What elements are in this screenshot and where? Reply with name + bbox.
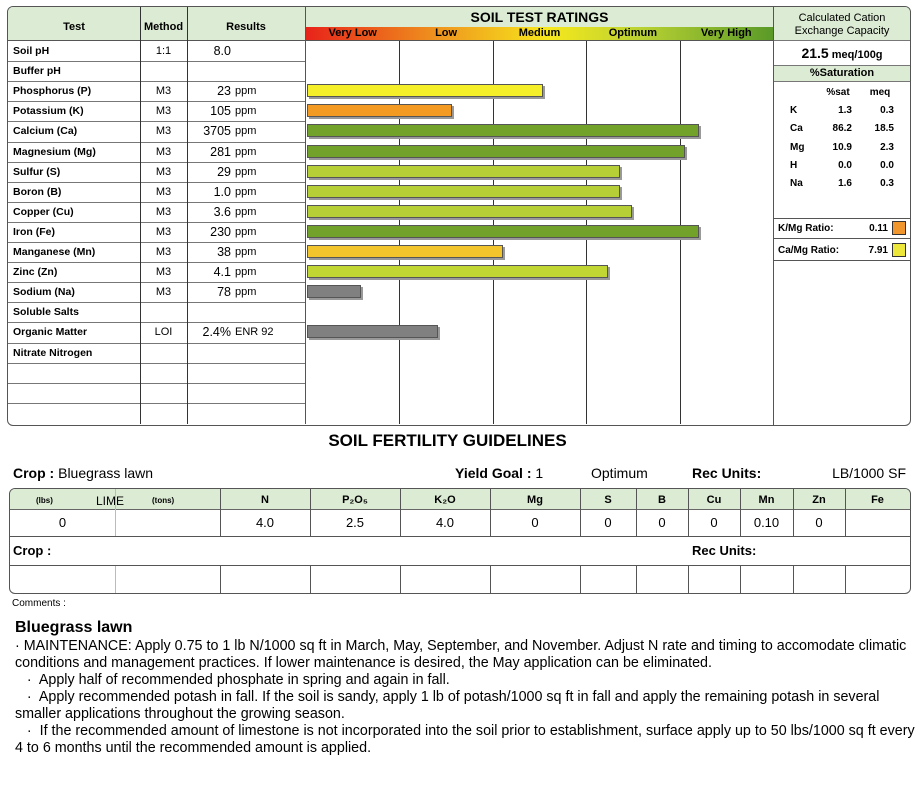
rec-column-rule	[688, 566, 689, 593]
rec-column-rule	[400, 566, 401, 593]
rating-level-medium: Medium	[518, 27, 561, 39]
cation-name: Mg	[790, 141, 805, 153]
row-unit: ppm	[235, 225, 257, 238]
cation-meq: 0.3	[880, 178, 894, 190]
cation-sat: 0.0	[838, 159, 852, 171]
row-unit: ppm	[235, 165, 257, 178]
cec-title-line1: Calculated Cation	[798, 12, 886, 24]
rec-column-value: 0	[710, 515, 718, 530]
rating-bar	[307, 285, 361, 298]
row-value: 29	[217, 164, 231, 179]
rating-level-very-high: Very High	[700, 27, 752, 39]
row-unit: ppm	[235, 185, 257, 198]
row-rule	[8, 61, 305, 62]
cec-unit: meq/100g	[831, 49, 883, 61]
rec-column-header: Fe	[871, 494, 884, 506]
rec-column-rule	[845, 566, 846, 593]
cec-title-line2: Exchange Capacity	[794, 25, 890, 37]
row-value: 230	[210, 224, 231, 239]
rating-level-very-low: Very Low	[328, 27, 377, 39]
rec-column-header: K₂O	[434, 494, 456, 506]
row-test-name: Organic Matter	[13, 326, 88, 339]
row-value: 38	[217, 245, 231, 259]
rating-level-low: Low	[435, 27, 458, 39]
row-unit: ppm	[235, 105, 257, 118]
rec-column-header: N	[261, 494, 269, 506]
row-rule	[8, 322, 305, 323]
row-test-name: Sulfur (S)	[13, 165, 61, 178]
header-results: Results	[226, 21, 266, 33]
rec-units2-label: Rec Units:	[692, 543, 757, 558]
lime-label: LIME	[96, 494, 125, 508]
row-test-name: Calcium (Ca)	[13, 125, 78, 138]
row-method: M3	[155, 205, 172, 218]
row-value: 2.4%	[202, 325, 231, 340]
row-rule	[8, 101, 305, 102]
lime-lbs-label: (lbs)	[36, 496, 53, 505]
row-test-name: Magnesium (Mg)	[13, 145, 96, 158]
saturation-title: %Saturation	[809, 67, 875, 79]
row-value: 8.0	[213, 44, 231, 58]
row-rule	[8, 182, 305, 183]
rec-column-header: P₂O₅	[342, 494, 368, 506]
row-rule	[8, 302, 305, 303]
km-ratio-value: 0.11	[869, 223, 888, 234]
header-test: Test	[63, 21, 85, 33]
header-rule	[8, 40, 773, 41]
row-method: M3	[155, 185, 172, 198]
row-rule	[8, 222, 305, 223]
cation-meq: 2.3	[880, 141, 894, 153]
rating-bar	[307, 225, 699, 238]
rec-column-rule	[740, 566, 741, 593]
rec-column-value: 0	[531, 515, 539, 530]
col-meq: meq	[869, 87, 891, 98]
row-rule	[8, 142, 305, 143]
cation-name: H	[790, 159, 798, 171]
camg-ratio-label: Ca/Mg Ratio:	[778, 245, 840, 256]
row-rule	[8, 81, 305, 82]
rec-column-value: 4.0	[435, 515, 455, 530]
rec-column-header: Mg	[527, 494, 543, 506]
camg-ratio-swatch	[892, 243, 906, 257]
row-method: M3	[155, 286, 172, 299]
comment-paragraph: · Apply recommended potash in fall. If the soil is sandy, apply 1 lb of potash/1000 sq ft in fall and apply the remaining potash in several smaller applications throughout the growing season.	[15, 689, 884, 722]
comments-body	[15, 619, 919, 757]
row-method: M3	[155, 85, 172, 98]
km-ratio-label: K/Mg Ratio:	[778, 223, 834, 234]
cec-value: 21.5	[801, 45, 829, 61]
col-sat: %sat	[826, 87, 850, 98]
rec-column-value: 4.0	[255, 515, 275, 530]
rating-bar	[307, 205, 632, 218]
rec-column-rule	[793, 566, 794, 593]
rec-column-rule	[115, 566, 116, 593]
row-method: M3	[155, 246, 172, 258]
rating-bar	[307, 124, 699, 137]
column-rule	[187, 7, 188, 424]
row-method: M3	[155, 165, 172, 178]
ratings-title: SOIL TEST RATINGS	[470, 9, 609, 25]
camg-ratio-value: 7.91	[868, 245, 888, 256]
yield-label: Yield Goal :	[455, 465, 532, 481]
cation-sat: 86.2	[832, 123, 852, 135]
yield-line	[455, 465, 543, 481]
yield-qualifier: Optimum	[591, 465, 648, 481]
row-method: M3	[155, 105, 172, 118]
cation-name: Na	[790, 178, 803, 190]
row-test-name: Potassium (K)	[13, 105, 84, 118]
rec-column-rule	[490, 566, 491, 593]
row-test-name: Sodium (Na)	[13, 286, 75, 299]
crop-label: Crop :	[13, 465, 55, 481]
rec-column-header: B	[658, 494, 666, 506]
rating-bar	[307, 265, 608, 278]
comments-heading: Bluegrass lawn	[15, 619, 133, 636]
row-unit: ppm	[235, 246, 257, 258]
rec-row-rule	[10, 536, 910, 537]
rating-bar	[307, 245, 503, 258]
rec-column-rule	[310, 566, 311, 593]
row-rule	[8, 242, 305, 243]
row-test-name: Phosphorus (P)	[13, 85, 92, 98]
row-method: LOI	[154, 326, 173, 339]
comment-paragraph: · If the recommended amount of limestone is not incorporated into the soil prior to establishment, surface apply up to 50 lbs/1000 sq ft every 4 to 6 months until the recommended amount is applied.	[15, 723, 919, 756]
lime-lbs-value: 0	[58, 515, 67, 530]
row-value: 3705	[203, 124, 231, 139]
row-rule	[8, 383, 305, 384]
crop-line	[13, 465, 153, 481]
row-value: 3.6	[213, 204, 231, 219]
row-rule	[8, 403, 305, 404]
rating-bar	[307, 185, 620, 198]
row-test-name: Soluble Salts	[13, 306, 79, 319]
row-method: M3	[155, 125, 172, 138]
row-test-name: Nitrate Nitrogen	[13, 346, 93, 359]
row-method: 1:1	[155, 45, 172, 57]
row-test-name: Boron (B)	[13, 185, 62, 198]
rec-row2-rule	[10, 565, 910, 566]
cation-sat: 10.9	[832, 141, 852, 153]
rating-bar	[307, 145, 685, 158]
row-value: 1.0	[213, 184, 231, 199]
cation-name: K	[790, 105, 798, 116]
rec-column-value: 2.5	[345, 515, 365, 530]
rec-column-rule	[580, 566, 581, 593]
rating-bar	[307, 84, 543, 97]
row-rule	[8, 262, 305, 263]
row-value: 23	[217, 84, 231, 99]
cation-meq: 0.0	[880, 159, 894, 171]
row-test-name: Iron (Fe)	[13, 225, 55, 238]
rec-column-value: 0	[815, 515, 823, 530]
rec-column-value: 0	[604, 515, 612, 530]
guidelines-title: SOIL FERTILITY GUIDELINES	[328, 431, 567, 450]
rec-column-value: 0	[658, 515, 666, 530]
header-method: Method	[143, 21, 184, 33]
row-rule	[8, 363, 305, 364]
rating-bar	[307, 325, 438, 338]
row-unit: ppm	[235, 125, 257, 138]
ratio-rule-mid	[774, 238, 910, 239]
row-unit: ppm	[235, 286, 257, 299]
row-unit: ppm	[235, 266, 257, 279]
chart-left-rule	[305, 7, 306, 424]
rec-column-value: 0.10	[753, 515, 780, 530]
row-rule	[8, 202, 305, 203]
rec-column-header: Cu	[706, 494, 722, 506]
ratio-rule-bottom	[774, 260, 910, 261]
row-method: M3	[155, 266, 172, 279]
row-test-name: Manganese (Mn)	[13, 246, 96, 258]
row-rule	[8, 162, 305, 163]
row-method: M3	[155, 145, 172, 158]
row-rule	[8, 282, 305, 283]
row-method: M3	[155, 225, 172, 238]
cation-meq: 0.3	[880, 105, 894, 116]
crop-value: Bluegrass lawn	[58, 465, 154, 481]
row-value: 105	[210, 104, 231, 119]
row-rule	[8, 121, 305, 122]
row-value: 78	[217, 285, 231, 300]
row-rule	[8, 343, 305, 344]
comment-paragraph: · MAINTENANCE: Apply 0.75 to 1 lb N/1000 sq ft in March, May, September, and November. Adjust N rate and timing to accomodate climatic conditions and management practices. If lower maintenance is desired, the May application can be eliminated.	[15, 638, 907, 671]
row-unit: ppm	[235, 85, 257, 98]
row-test-name: Copper (Cu)	[13, 205, 74, 218]
rec-column-rule	[220, 566, 221, 593]
rating-level-optimum: Optimum	[608, 27, 658, 39]
rating-bar	[307, 165, 620, 178]
ratio-rule-top	[774, 218, 910, 219]
cation-meq: 18.5	[874, 123, 894, 135]
row-test-name: Zinc (Zn)	[13, 266, 58, 279]
row-value: 281	[210, 144, 231, 159]
rec-units-value: LB/1000 SF	[832, 465, 906, 481]
cec-value-line	[774, 45, 910, 61]
lime-tons-label: (tons)	[152, 496, 175, 505]
cation-sat: 1.3	[838, 105, 852, 116]
row-test-name: Buffer pH	[13, 65, 61, 78]
row-unit: ppm	[235, 205, 257, 218]
row-unit: ppm	[235, 145, 257, 158]
rec-units-label: Rec Units:	[692, 465, 762, 481]
yield-value: 1	[535, 465, 544, 481]
crop2-label: Crop :	[13, 543, 52, 558]
cation-name: Ca	[790, 123, 803, 135]
cec-header-rule	[774, 40, 910, 41]
row-value: 4.1	[213, 265, 231, 280]
rec-column-header: Mn	[758, 494, 775, 506]
km-ratio-swatch	[892, 221, 906, 235]
rec-column-header: Zn	[812, 494, 826, 506]
rec-column-rule	[636, 566, 637, 593]
rating-bar	[307, 104, 452, 117]
row-unit: ENR 92	[235, 326, 274, 339]
comment-paragraph: · Apply half of recommended phosphate in spring and again in fall.	[15, 672, 450, 688]
comments-label: Comments :	[12, 598, 66, 609]
cation-sat: 1.6	[838, 178, 852, 190]
row-test-name: Soil pH	[13, 45, 50, 57]
rec-column-header: S	[604, 494, 612, 506]
